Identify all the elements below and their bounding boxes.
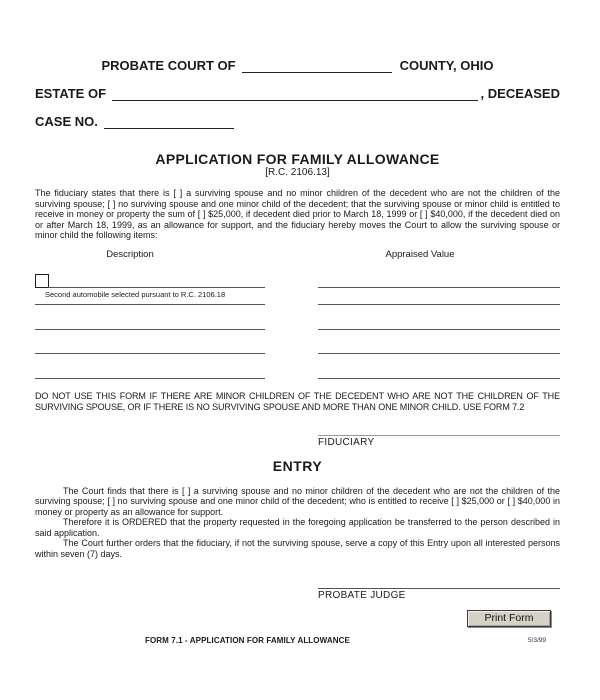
fiduciary-label: FIDUCIARY	[318, 436, 375, 448]
description-field-5[interactable]	[35, 377, 265, 379]
estate-name-field[interactable]	[112, 97, 478, 101]
items-table	[35, 249, 560, 383]
description-field-4[interactable]	[35, 352, 265, 354]
title-block	[35, 151, 560, 179]
entry-paragraph-2: Therefore it is ORDERED that the property requested in the foregoing application be transferred to the person described in said application.	[35, 517, 560, 538]
estate-prefix-label: ESTATE OF	[35, 86, 107, 101]
probate-judge-signature-line[interactable]	[318, 587, 560, 589]
value-field-4[interactable]	[318, 352, 560, 354]
footer-revision-date: 5/3/99	[527, 637, 546, 644]
probate-judge-signature-block	[318, 587, 560, 602]
footer	[35, 636, 560, 648]
value-field-3[interactable]	[318, 328, 560, 330]
warning-paragraph: DO NOT USE THIS FORM IF THERE ARE MINOR CHILDREN OF THE DECEDENT WHO ARE NOT THE CHILDREN OF THE SURVIVING SPOUSE, OR IF THERE IS NO SURVIVING SPOUSE AND MORE THAN ONE MINOR CHILD. USE FORM 7.2	[35, 390, 560, 412]
probate-judge-label: PROBATE JUDGE	[318, 590, 406, 601]
estate-header-line	[35, 86, 560, 101]
description-field-2[interactable]	[35, 303, 265, 305]
value-field-2[interactable]	[318, 303, 560, 305]
column-header-description: Description	[106, 248, 154, 260]
estate-suffix-label: , DECEASED	[480, 86, 560, 101]
column-header-appraised-value: Appraised Value	[385, 248, 455, 260]
case-number-label: CASE NO.	[35, 114, 98, 129]
court-prefix-label: PROBATE COURT OF	[101, 58, 236, 73]
form-title: APPLICATION FOR FAMILY ALLOWANCE	[155, 151, 440, 167]
statute-reference: [R.C. 2106.13]	[265, 167, 330, 178]
second-automobile-note: Second automobile selected pursuant to R.C. 2106.18	[45, 289, 226, 299]
entry-paragraph-3: The Court further orders that the fiduciary, if not the surviving spouse, serve a copy of this Entry upon all interested persons within seven (7) days.	[35, 538, 560, 559]
application-paragraph: The fiduciary states that there is [ ] a surviving spouse and no minor children of the decedent who are not the children of the surviving spouse; [ ] no surviving spouse and one minor child of the decedent; that the surviving spouse or minor child is entitled to receive in money or property the sum of [ ] $25,000, if decedent died prior to March 18, 1999 or [ ] $40,000, if the decedent died on or after March 18, 1999, as an allowance for support, and the fiduciary hereby moves the Court to allow the surviving spouse or minor child the following items:	[35, 188, 560, 240]
entry-title: ENTRY	[272, 457, 323, 474]
fiduciary-signature-line[interactable]	[318, 434, 560, 436]
description-field-1[interactable]	[48, 286, 265, 288]
fiduciary-signature-block	[318, 434, 560, 449]
court-header-line	[35, 58, 560, 73]
case-header-line	[35, 114, 560, 129]
value-field-1[interactable]	[318, 286, 560, 288]
description-field-3[interactable]	[35, 328, 265, 330]
footer-form-id: FORM 7.1 - APPLICATION FOR FAMILY ALLOWANCE	[145, 636, 350, 645]
second-automobile-checkbox[interactable]	[35, 274, 49, 288]
value-field-5[interactable]	[318, 377, 560, 379]
entry-paragraph-1: The Court finds that there is [ ] a surviving spouse and no minor children of the decedent who are not the children of the surviving spouse; [ ] no surviving spouse and one minor child of the decedent; who is entitled to receive [ ] $25,000 or [ ] $40,000 in money or property as an allowance for support.	[35, 485, 560, 517]
print-form-button[interactable]: Print Form	[467, 610, 551, 627]
county-field[interactable]	[242, 69, 392, 73]
court-suffix-label: COUNTY, OHIO	[399, 58, 494, 73]
case-number-field[interactable]	[104, 125, 234, 129]
